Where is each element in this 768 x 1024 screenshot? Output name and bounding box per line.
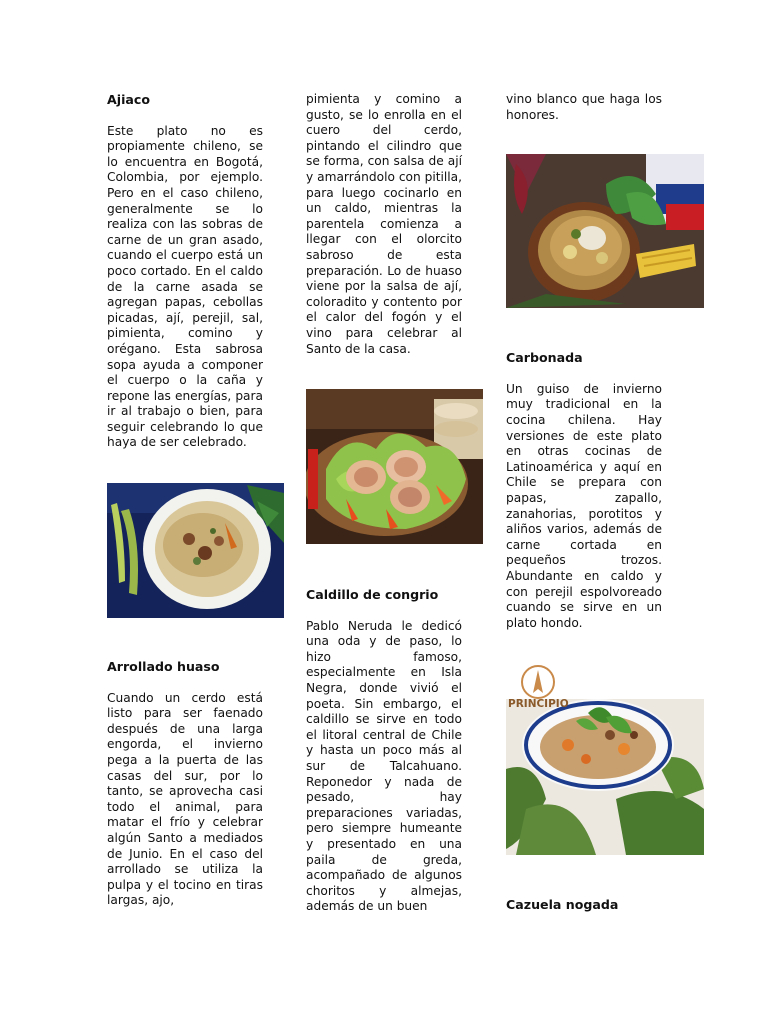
carbonada-photo bbox=[506, 699, 704, 855]
section-title-caldillo: Caldillo de congrio bbox=[306, 587, 439, 603]
section-text-arrollado-part1: Cuando un cerdo está listo para ser faenado después de una larga engorda, el invierno pega a la puerta de las casas del sur, por lo tanto, se aprovecha casi todo el animal, para matar el frío y celebrar algún Santo a mediados de Junio. En el caso del arrollado se utiliza la pulpa y el tocino en tiras largas, ajo, bbox=[107, 690, 263, 908]
section-text-carbonada: Un guiso de invierno muy tradicional en la cocina chilena. Hay versiones de este plato en otras cocinas de Latinoamérica y aquí en Chile se prepara con papas, zapallo, zanahorias, porotitos y aliños varios, además de carne cortada en pequeños trozos. Abundante en caldo y con perejil espolvoreado cuando se sirve en un plato hondo. bbox=[506, 381, 662, 630]
column-2 bbox=[306, 92, 462, 915]
arrollado-photo bbox=[306, 389, 483, 544]
principio-logo bbox=[506, 665, 576, 709]
section-text-ajiaco: Este plato no es propiamente chileno, se lo encuentra en Bogotá, Colombia, por ejemplo. Pero en el caso chileno, generalmente se lo realiza con las sobras de carne de un gran asado, cuando el cuerpo está un poco cortado. En el caldo de la carne asada se agregan papas, cebollas picadas, ají, perejil, sal, pimienta, comino y orégano. Esta sabrosa sopa ayuda a componer el cuerpo o la caña y repone las energías, para ir al trabajo o bien, para seguir celebrando lo que haya de ser celebrado. bbox=[107, 123, 263, 450]
section-title-arrollado: Arrollado huaso bbox=[107, 659, 220, 675]
section-title-cazuela: Cazuela nogada bbox=[506, 897, 619, 913]
section-text-caldillo-part2: vino blanco que haga los honores. bbox=[506, 92, 662, 122]
column-3 bbox=[506, 92, 662, 913]
section-title-ajiaco: Ajiaco bbox=[107, 92, 150, 107]
principio-logo-text: PRINCIPIO bbox=[508, 698, 569, 710]
section-text-caldillo-part1: Pablo Neruda le dedicó una oda y de paso, lo hizo famoso, especialmente en Isla Negra, donde vivió el poeta. Sin embargo, el caldillo se sirve en todo el litoral central de Chile y hasta un poco más al sur de Talcahuano. Reponedor y nada de pesado, hay preparaciones variadas, pero siempre humeante y presentado en una paila de greda, acompañado de algunos choritos y almejas, además de un buen bbox=[306, 618, 462, 914]
section-text-arrollado-part2: pimienta y comino a gusto, se lo enrolla en el cuero del cerdo, pintando el cilindro que se forma, con salsa de ají y amarrándolo con pitilla, para luego cocinarlo en un caldo, mientras la parentela comienza a llegar con el olorcito sabroso de esta preparación. Lo de huaso viene por la salsa de ají, coloradito y contento por el calor del fogón y el vino para celebrar al Santo de la casa. bbox=[306, 92, 462, 356]
ajiaco-photo bbox=[107, 483, 284, 618]
column-1 bbox=[107, 92, 263, 909]
section-title-carbonada: Carbonada bbox=[506, 350, 583, 366]
caldillo-photo bbox=[506, 154, 704, 308]
